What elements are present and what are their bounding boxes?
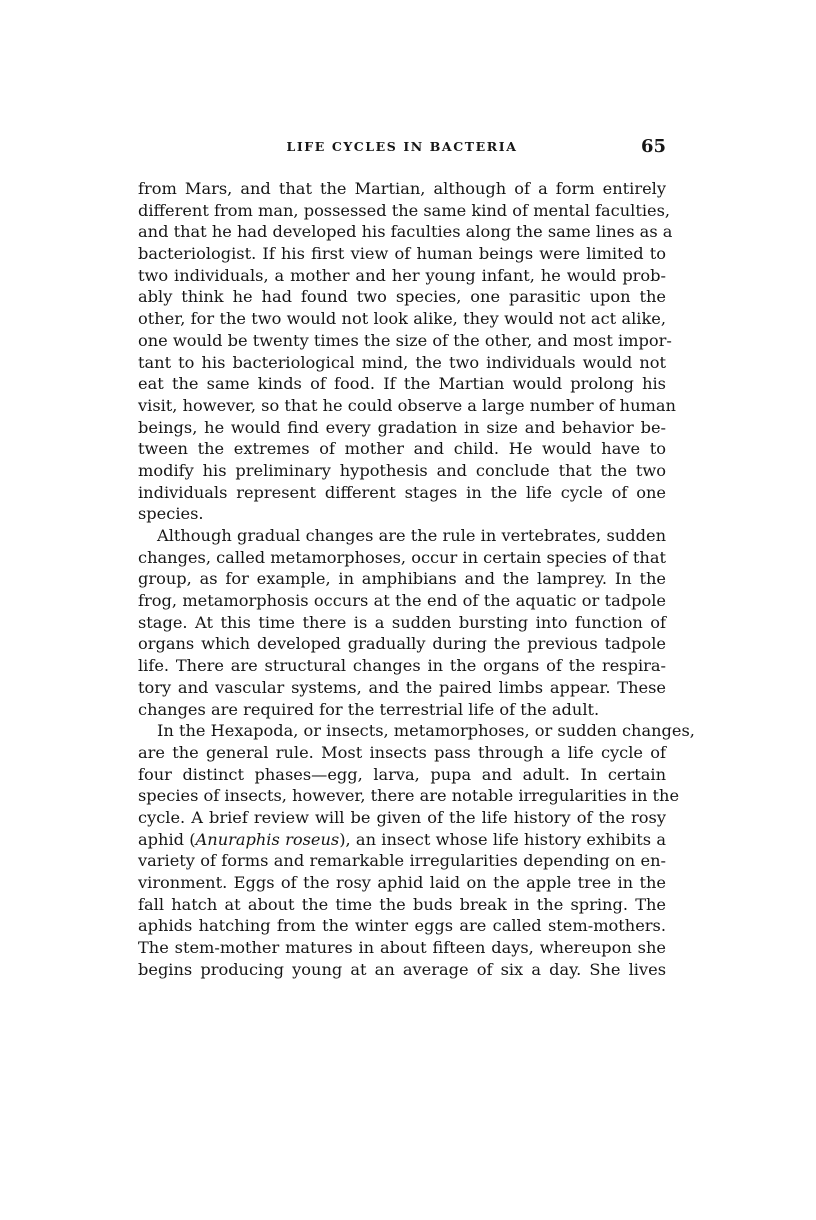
text-line: are the general rule. Most insects pass through a life cycle of xyxy=(138,742,666,762)
text-line: aphids hatching from the winter eggs are called stem-mothers. xyxy=(138,916,666,936)
text-line: one would be twenty times the size of the other, and most impor- xyxy=(138,330,672,350)
text-line: Although gradual changes are the rule in vertebrates, sudden xyxy=(157,526,666,545)
text-segment: aphid ( xyxy=(138,829,196,849)
text-line: group, as for example, in amphibians and the lamprey. In the xyxy=(138,569,666,589)
page-header xyxy=(138,136,666,162)
text-line: In the Hexapoda, or insects, metamorphoses, or sudden changes, xyxy=(157,721,695,741)
text-line: vironment. Eggs of the rosy aphid laid on the apple tree in the xyxy=(138,873,666,892)
text-line: variety of forms and remarkable irregularities depending on en- xyxy=(138,851,666,871)
text-line: individuals represent different stages in the life cycle of one xyxy=(138,482,666,502)
text-line: frog, metamorphosis occurs at the end of the aquatic or tadpole xyxy=(138,591,666,611)
text-line: tory and vascular systems, and the paired limbs appear. These xyxy=(138,677,666,697)
text-line-aphid xyxy=(138,829,666,851)
text-line: ably think he had found two species, one parasitic upon the xyxy=(138,287,666,307)
text-line: beings, he would find every gradation in size and behavior be- xyxy=(138,417,666,437)
text-line: species. xyxy=(138,504,204,524)
text-line: changes, called metamorphoses, occur in certain species of that xyxy=(138,547,666,567)
species-name: Anuraphis roseus xyxy=(195,829,340,849)
text-line: visit, however, so that he could observe a large number of human xyxy=(138,395,676,415)
text-line: modify his preliminary hypothesis and conclude that the two xyxy=(138,460,666,480)
text-line: four distinct phases—egg, larva, pupa and adult. In certain xyxy=(138,764,666,784)
text-line: eat the same kinds of food. If the Martian would prolong his xyxy=(138,374,666,394)
text-line: different from man, possessed the same kind of mental faculties, xyxy=(138,200,671,220)
running-title: LIFE CYCLES IN BACTERIA xyxy=(286,139,518,154)
text-line: other, for the two would not look alike, they would not act alike, xyxy=(138,309,666,329)
text-line: fall hatch at about the time the buds break in the spring. The xyxy=(138,894,666,914)
text-line: stage. At this time there is a sudden bursting into function of xyxy=(138,612,666,632)
text-line: bacteriologist. If his first view of human beings were limited to xyxy=(138,244,666,264)
text-segment: ), an insect whose life history exhibits a xyxy=(339,829,666,849)
text-line: changes are required for the terrestrial life of the adult. xyxy=(138,699,600,719)
text-line: begins producing young at an average of six a day. She lives xyxy=(138,959,666,979)
text-line: from Mars, and that the Martian, although of a form entirely xyxy=(138,179,666,198)
paragraph-martian xyxy=(138,178,676,525)
text-line: life. There are structural changes in the organs of the respira- xyxy=(138,656,666,676)
text-line: tween the extremes of mother and child. He would have to xyxy=(138,439,666,459)
text-line: organs which developed gradually during the previous tadpole xyxy=(138,634,666,654)
text-line: two individuals, a mother and her young infant, he would prob- xyxy=(138,265,666,285)
text-line: and that he had developed his faculties along the same lines as a xyxy=(138,222,673,242)
text-line: The stem-mother matures in about fifteen days, whereupon she xyxy=(138,938,666,958)
text-line: cycle. A brief review will be given of the life history of the rosy xyxy=(138,807,666,827)
page-number: 65 xyxy=(640,136,666,157)
paragraph-insects xyxy=(138,720,695,980)
text-line: species of insects, however, there are notable irregularities in the xyxy=(138,786,680,806)
paragraph-vertebrates xyxy=(138,525,666,720)
body-text xyxy=(138,178,695,980)
text-line: tant to his bacteriological mind, the two individuals would not xyxy=(138,352,666,372)
